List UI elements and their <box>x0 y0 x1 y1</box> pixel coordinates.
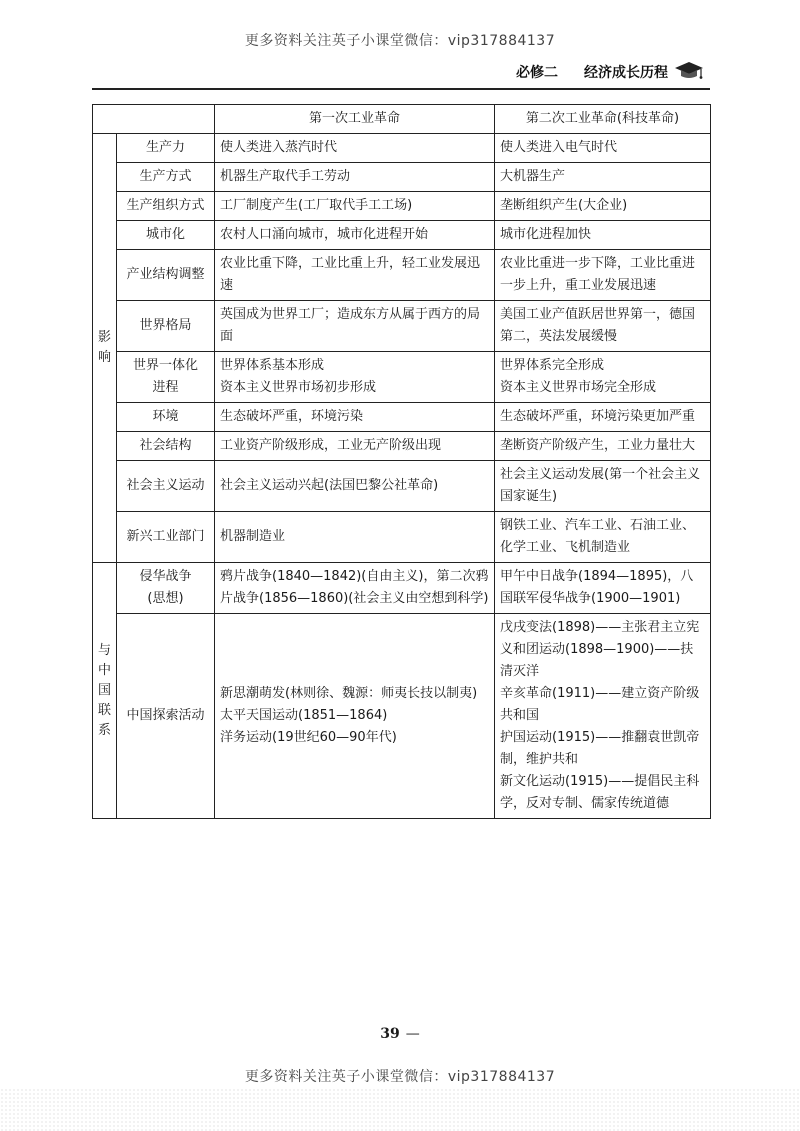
cell-line: 钢铁工业、汽车工业、石油工业、化学工业、飞机制造业 <box>500 518 696 555</box>
cell-line: 使人类进入蒸汽时代 <box>220 140 338 155</box>
cell-line: 中国探索活动 <box>126 708 205 723</box>
cell-line: 世界体系基本形成 <box>220 358 325 373</box>
cell-line: 垄断资产阶级产生，工业力量壮大 <box>500 438 696 453</box>
scan-noise <box>0 1088 800 1131</box>
cell-line: 城市化进程加快 <box>500 227 592 242</box>
cell-line: 世界体系完全形成 <box>500 358 605 373</box>
first-revolution-cell <box>215 352 495 403</box>
first-revolution-cell <box>215 461 495 512</box>
cell-line: 护国运动(1915)——推翻袁世凯帝制，维护共和 <box>500 730 700 767</box>
cell-line: 工业资产阶级形成，工业无产阶级出现 <box>220 438 442 453</box>
aspect-cell <box>117 512 215 563</box>
first-revolution-cell <box>215 563 495 614</box>
cell-line: 农村人口涌向城市，城市化进程开始 <box>220 227 429 242</box>
cell-line: 新思潮萌发(林则徐、魏源：师夷长技以制夷) <box>220 686 478 701</box>
table-row <box>93 250 711 301</box>
page-number <box>0 1026 800 1042</box>
header-rule <box>92 88 710 90</box>
page-number-dash: — <box>405 1026 420 1042</box>
aspect-cell <box>117 352 215 403</box>
cell-line: 大机器生产 <box>500 169 566 184</box>
comparison-table <box>92 104 711 819</box>
aspect-cell <box>117 221 215 250</box>
second-revolution-cell <box>495 432 711 461</box>
header-chapter: 经济成长历程 <box>584 65 668 81</box>
second-revolution-cell <box>495 221 711 250</box>
second-revolution-cell <box>495 403 711 432</box>
table-row <box>93 134 711 163</box>
first-revolution-cell <box>215 163 495 192</box>
cell-line: 辛亥革命(1911)——建立资产阶级共和国 <box>500 686 700 723</box>
cell-line: 社会主义运动兴起(法国巴黎公社革命) <box>220 478 439 493</box>
aspect-cell <box>117 250 215 301</box>
aspect-cell <box>117 192 215 221</box>
first-revolution-cell <box>215 134 495 163</box>
first-revolution-cell <box>215 432 495 461</box>
cell-line: 机器生产取代手工劳动 <box>220 169 351 184</box>
second-revolution-cell <box>495 163 711 192</box>
cell-line: 社会主义运动发展(第一个社会主义国家诞生) <box>500 467 701 504</box>
second-revolution-cell <box>495 461 711 512</box>
cell-line: 社会主义运动 <box>126 478 205 493</box>
header-second-revolution: 第二次工业革命(科技革命) <box>495 105 711 134</box>
aspect-cell <box>117 614 215 819</box>
cell-line: (思想) <box>147 591 184 606</box>
cell-line: 美国工业产值跃居世界第一，德国第二，英法发展缓慢 <box>500 307 696 344</box>
second-revolution-cell <box>495 563 711 614</box>
cell-line: 工厂制度产生(工厂取代手工工场) <box>220 198 413 213</box>
cell-line: 生产组织方式 <box>126 198 205 213</box>
aspect-cell <box>117 461 215 512</box>
aspect-cell <box>117 432 215 461</box>
cell-line: 生产力 <box>145 140 185 155</box>
aspect-cell <box>117 163 215 192</box>
table-row <box>93 614 711 819</box>
table-row <box>93 163 711 192</box>
cell-line: 进程 <box>152 380 179 395</box>
cell-line: 生态破坏严重，环境污染更加严重 <box>500 409 696 424</box>
second-revolution-cell <box>495 250 711 301</box>
group-label-cell <box>93 563 117 819</box>
first-revolution-cell <box>215 221 495 250</box>
aspect-cell <box>117 563 215 614</box>
table-row <box>93 221 711 250</box>
cell-line: 世界一体化 <box>132 358 198 373</box>
second-revolution-cell <box>495 134 711 163</box>
group-label: 与中国联系 <box>97 642 111 738</box>
cell-line: 洋务运动(19世纪60—90年代) <box>220 730 397 745</box>
header-first-revolution: 第一次工业革命 <box>215 105 495 134</box>
cell-line: 义和团运动(1898—1900)——扶清灭洋 <box>500 642 694 679</box>
table-row <box>93 512 711 563</box>
first-revolution-cell <box>215 614 495 819</box>
group-label: 影响 <box>97 330 111 365</box>
second-revolution-cell <box>495 512 711 563</box>
aspect-cell <box>117 403 215 432</box>
cell-line: 生产方式 <box>139 169 192 184</box>
cell-line: 社会结构 <box>139 438 192 453</box>
table-row <box>93 403 711 432</box>
aspect-cell <box>117 301 215 352</box>
page-number-value: 39 <box>380 1026 400 1042</box>
cell-line: 侵华战争 <box>139 569 192 584</box>
cell-line: 资本主义世界市场初步形成 <box>220 380 377 395</box>
first-revolution-cell <box>215 250 495 301</box>
table-row <box>93 563 711 614</box>
running-header <box>516 60 704 84</box>
cell-line: 机器制造业 <box>220 529 286 544</box>
cell-line: 城市化 <box>145 227 185 242</box>
second-revolution-cell <box>495 614 711 819</box>
second-revolution-cell <box>495 192 711 221</box>
table-row <box>93 432 711 461</box>
table-row <box>93 301 711 352</box>
cell-line: 生态破坏严重，环境污染 <box>220 409 364 424</box>
cell-line: 世界格局 <box>139 318 192 333</box>
first-revolution-cell <box>215 403 495 432</box>
header-book: 必修二 <box>516 65 558 81</box>
second-revolution-cell <box>495 352 711 403</box>
cell-line: 使人类进入电气时代 <box>500 140 618 155</box>
corner-cell <box>93 105 215 134</box>
cell-line: 新文化运动(1915)——提倡民主科学，反对专制、儒家传统道德 <box>500 774 700 811</box>
cell-line: 戊戌变法(1898)——主张君主立宪 <box>500 620 700 635</box>
cell-line: 甲午中日战争(1894—1895)，八国联军侵华战争(1900—1901) <box>500 569 694 606</box>
table-row <box>93 461 711 512</box>
group-label-cell <box>93 134 117 563</box>
cell-line: 太平天国运动(1851—1864) <box>220 708 388 723</box>
cell-line: 鸦片战争(1840—1842)(自由主义)，第二次鸦片战争(1856—1860)(社会主义由空想到科学) <box>220 569 489 606</box>
graduation-cap-icon <box>674 60 704 84</box>
cell-line: 英国成为世界工厂；造成东方从属于西方的局面 <box>220 307 481 344</box>
cell-line: 垄断组织产生(大企业) <box>500 198 628 213</box>
cell-line: 资本主义世界市场完全形成 <box>500 380 657 395</box>
header-row <box>93 105 711 134</box>
cell-line: 环境 <box>152 409 179 424</box>
cell-line: 新兴工业部门 <box>126 529 205 544</box>
cell-line: 农业比重下降，工业比重上升，轻工业发展迅速 <box>220 256 481 293</box>
table-row <box>93 352 711 403</box>
first-revolution-cell <box>215 512 495 563</box>
second-revolution-cell <box>495 301 711 352</box>
cell-line: 农业比重进一步下降，工业比重进一步上升，重工业发展迅速 <box>500 256 696 293</box>
bottom-watermark-note: 更多资料关注英子小课堂微信：vip317884137 <box>244 1069 556 1085</box>
first-revolution-cell <box>215 192 495 221</box>
aspect-cell <box>117 134 215 163</box>
table-row <box>93 192 711 221</box>
cell-line: 产业结构调整 <box>126 267 205 282</box>
first-revolution-cell <box>215 301 495 352</box>
top-watermark-note: 更多资料关注英子小课堂微信：vip317884137 <box>244 33 556 49</box>
